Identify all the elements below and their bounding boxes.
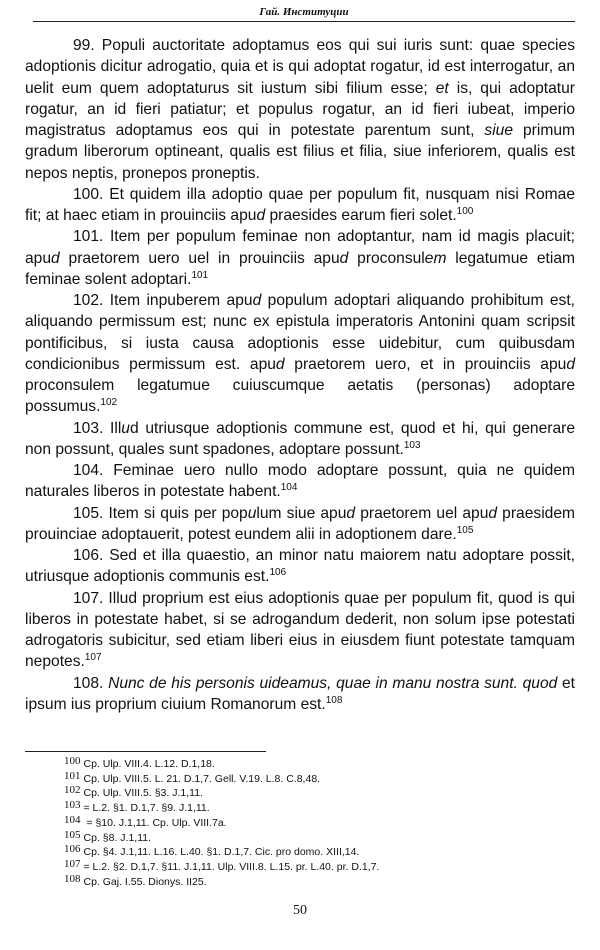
- text-segment: 105. Item si quis per pop: [73, 504, 248, 522]
- footnote-ref: 102: [100, 397, 118, 409]
- footnote-ref: 106: [269, 567, 287, 579]
- footnote-ref: 101: [191, 269, 209, 281]
- footnote-number: 106: [64, 843, 81, 856]
- footnote-text: Cp. Gaj. I.55. Dionys. II25.: [83, 875, 207, 888]
- footnote-number: 100: [64, 755, 81, 767]
- text-segment: d: [339, 249, 349, 267]
- footnote-ref: 108: [325, 694, 343, 706]
- footnote: [64, 872, 584, 890]
- footnote-ref: 104: [280, 482, 298, 494]
- paragraph: [25, 418, 575, 461]
- footnote: [64, 845, 584, 860]
- footnote: [64, 828, 584, 846]
- text-segment: u: [247, 504, 257, 522]
- paragraph: [25, 460, 575, 503]
- text-segment: u: [121, 419, 130, 437]
- text-segment: proconsulem legatumue cuiuscumque aetatis (personas) adoptare possumus.: [25, 377, 575, 416]
- footnote-number: 101: [64, 769, 81, 782]
- footnote-text: = L.2. §1. D.1,7. §9. J.1,11.: [83, 802, 210, 815]
- footnote-text: Cp. §8. J.1,11.: [83, 831, 152, 844]
- footnote-divider: [25, 751, 266, 752]
- text-segment: d: [566, 355, 575, 373]
- footnote-number: 102: [64, 784, 81, 797]
- text-segment: 107. Illud proprium est eius adoptionis quae per populum fit, quod is qui liberos in potestate habet, si se adrogandum dederit, non solum ipse potestati adrogatoris subicitur, sed etiam liberi eius in eiusdem fiunt potestate tamquam nepotes.: [25, 589, 575, 671]
- paragraph: [25, 503, 575, 546]
- text-segment: is, qui adoptatur rogatur, an id fieri patiatur; et populus rogatur, an id fieri iubeat, imperio magistratus adoptamus eos qui in potestate parentum sunt,: [25, 79, 575, 139]
- text-segment: 101. Item per populum feminae non adoptantur, nam id magis placuit; apu: [25, 228, 575, 267]
- text-segment: Populi auctoritate adoptamus eos qui sui iuris sunt: quae species adoptionis dicitur adrogatio, quia et is qui adoptat rogatur, id est interrogatur, an uelit eum quem adoptaturus sit iustum sibi filium esse;: [25, 37, 575, 97]
- footnote: [64, 757, 584, 772]
- paragraph: [25, 290, 575, 418]
- footnote-ref: 103: [403, 439, 421, 451]
- text-segment: d: [51, 249, 60, 267]
- text-segment: populum adoptari aliquando prohibitum est, aliquando permissum est; nunc ex epistula imperatoris Antonini quam scripsit pontificibus, si iusta causa adoptionis esse uidebitur, cum quibusdam condicionibus permissum est. apu: [25, 292, 575, 373]
- footnote-number: 107: [64, 857, 81, 870]
- footnote-ref: 105: [456, 524, 474, 536]
- footnote-number: 108: [64, 872, 81, 885]
- footnote: [64, 786, 584, 801]
- text-segment: d: [275, 355, 285, 373]
- page-number: 50: [293, 903, 307, 918]
- footnote: [64, 813, 584, 831]
- footnote-number: 103: [64, 799, 81, 812]
- text-segment: et: [435, 79, 449, 97]
- text-segment: 99.: [73, 37, 102, 54]
- footnote-text: = §10. J.1,11. Cp. Ulp. VIII.7a.: [83, 816, 227, 829]
- text-segment: proconsul: [348, 249, 425, 267]
- footnote-ref: 100: [456, 206, 474, 217]
- text-segment: d: [252, 292, 262, 309]
- text-segment: 103. Ill: [73, 419, 122, 437]
- main-text: [25, 35, 575, 715]
- footnote-text: Cp. Ulp. VIII.5. L. 21. D.1,7. Gell. V.19. L.8. C.8,48.: [83, 772, 321, 785]
- text-segment: lum siue apu: [256, 504, 347, 522]
- text-segment: 104. Feminae uero nullo modo adoptare possunt, quia ne quidem naturales liberos in potestate habent.: [25, 462, 575, 501]
- text-segment: d: [488, 504, 498, 522]
- paragraph: [25, 588, 575, 673]
- paragraph: [25, 673, 575, 716]
- paragraph: [25, 545, 575, 588]
- text-segment: d: [256, 207, 266, 224]
- text-segment: praesidem prouinciae adoptauerit, potest eundem alii in adoptionem dare.: [25, 504, 575, 543]
- text-segment: 106. Sed et illa quaestio, an minor natu maiorem natu adoptare possit, utriusque adoptionis communis est.: [25, 547, 575, 586]
- footnote-text: Cp. Ulp. VIII.5. §3. J.1,11.: [83, 787, 203, 800]
- footnote-number: 104: [64, 813, 81, 826]
- text-segment: legatumue etiam feminae solent adoptari.: [25, 249, 575, 288]
- footnotes: [64, 757, 584, 889]
- paragraph: [25, 226, 575, 290]
- footnote-text: = L.2. §2. D.1,7. §11. J.1,11. Ulp. VIII.8. L.15. pr. L.40. pr. D.1,7.: [83, 860, 380, 873]
- text-segment: praetorem uero, et in prouinciis apu: [284, 355, 567, 373]
- paragraph: [25, 184, 575, 227]
- text-segment: praetorem uel apu: [355, 504, 489, 522]
- text-segment: et ipsum ius proprium ciuium Romanorum est.: [25, 674, 576, 713]
- footnote-number: 105: [64, 828, 81, 841]
- footnote-text: Cp. Ulp. VIII.4. L.12. D.1,18.: [83, 758, 215, 770]
- text-segment: d: [346, 504, 356, 522]
- text-segment: praetorem uero uel in prouinciis apu: [59, 249, 340, 267]
- paragraph: [25, 35, 575, 184]
- running-header: Гай. Институции: [33, 3, 575, 22]
- text-segment: praesides earum fieri solet.: [265, 207, 457, 224]
- footnote: [64, 769, 584, 787]
- text-segment: 108.: [73, 674, 109, 692]
- footnote-text: Cp. §4. J.1,11. L.16. L.40. §1. D.1,7. Cic. pro domo. XIII,14.: [83, 846, 360, 859]
- footnote-ref: 107: [84, 652, 102, 664]
- text-segment: d utriusque adoptionis commune est, quod et hi, qui generare non possunt, quales sunt spadones, adoptare possunt.: [25, 419, 575, 458]
- text-segment: Nunc de his personis uideamus, quae in manu nostra sunt. quod: [108, 674, 558, 692]
- footnote: [64, 801, 584, 816]
- text-segment: 102. Item inpuberem apu: [73, 292, 253, 309]
- text-segment: 100. Et quidem illa adoptio quae per populum fit, nusquam nisi Romae fit; at haec etiam in prouinciis apu: [25, 185, 575, 224]
- text-segment: primum gradum liberorum optineant, qualis est filius et filia, siue inferiorem, qualis est nepos neptis, pronepos proneptis.: [25, 122, 575, 182]
- footnote: [64, 857, 584, 875]
- text-segment: siue: [484, 122, 514, 139]
- text-segment: em: [424, 249, 447, 267]
